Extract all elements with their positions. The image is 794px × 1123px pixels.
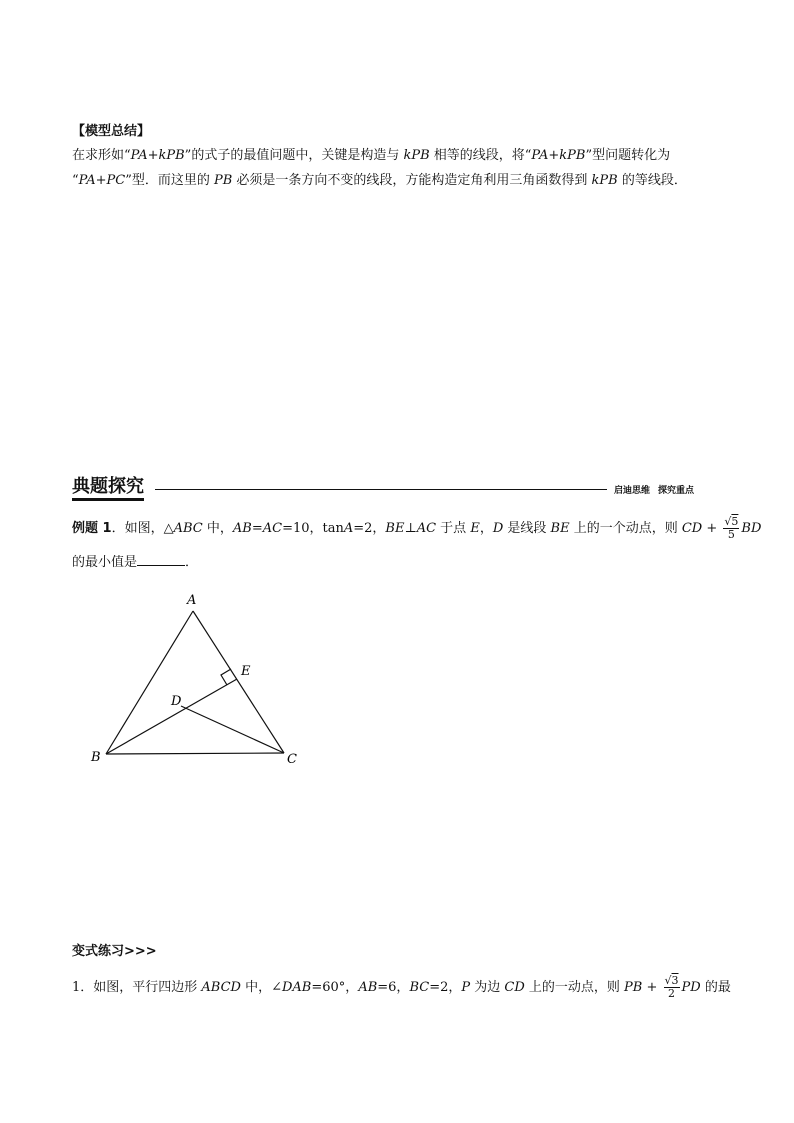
math: BC <box>409 980 430 995</box>
right-angle-mark <box>221 669 231 685</box>
fraction <box>664 975 680 1000</box>
section-title: 典题探究 <box>72 476 144 501</box>
text: =2， <box>429 980 462 995</box>
text: 是线段 <box>503 521 551 536</box>
text: = <box>251 521 263 536</box>
fraction-denominator: 2 <box>668 987 675 1000</box>
text: =60°， <box>311 980 359 995</box>
text: ， <box>479 521 493 536</box>
side-bc <box>106 753 284 754</box>
practice-question-1 <box>72 975 731 1000</box>
math: A <box>343 521 354 536</box>
example-1-question-line-2 <box>72 552 198 573</box>
text: ． <box>185 555 199 570</box>
text: 的最小值是 <box>72 555 138 570</box>
section-divider <box>155 489 607 490</box>
text: 的等线段． <box>617 173 687 188</box>
math: E <box>470 521 480 536</box>
math: D <box>492 521 504 536</box>
practice-heading: 变式练习>>> <box>72 944 157 959</box>
math: CD <box>681 521 703 536</box>
text: 必须是一条方向不变的线段，方能构造定角利用三角函数得到 <box>232 173 592 188</box>
label-b: B <box>91 750 101 765</box>
text: + <box>642 980 662 995</box>
math: PB <box>213 173 233 188</box>
section-tag-1: 启迪思维 <box>614 486 651 496</box>
math: AC <box>416 521 437 536</box>
text: 相等的线段，将“ <box>429 148 532 163</box>
summary-heading: 【模型总结】 <box>72 124 151 139</box>
side-ab <box>106 611 193 754</box>
radicand: 5 <box>731 515 739 528</box>
section-tag-2: 探究重点 <box>658 486 695 496</box>
math: PA+PC <box>78 173 126 188</box>
text: 在求形如“ <box>72 148 131 163</box>
math: BD <box>741 521 762 536</box>
fraction-denominator: 5 <box>727 528 735 541</box>
answer-blank[interactable] <box>137 552 185 566</box>
example-label: 例题 1 <box>72 521 112 536</box>
text: 1．如图，平行四边形 <box>72 980 202 995</box>
math: PD <box>681 980 701 995</box>
summary-line-1 <box>72 146 670 166</box>
segment-be <box>106 679 237 754</box>
text: “ <box>72 173 79 188</box>
label-e: E <box>241 664 251 679</box>
text: =6， <box>377 980 410 995</box>
math: BE <box>385 521 405 536</box>
text: 为边 <box>470 980 505 995</box>
label-a: A <box>187 593 197 608</box>
math: kPB <box>403 148 430 163</box>
text: ”的式子的最值问题中，关键是构造与 <box>184 148 404 163</box>
math: PA+kPB <box>531 148 586 163</box>
text: =10，tan <box>282 521 344 536</box>
text: ”型．而这里的 <box>125 173 214 188</box>
fraction <box>723 516 739 541</box>
math: ABCD <box>201 980 241 995</box>
text: 于点 <box>436 521 471 536</box>
text: ．如图，△ <box>111 521 174 536</box>
math: AB <box>358 980 378 995</box>
fraction-numerator: √5 <box>724 515 739 528</box>
text: 的最 <box>700 980 731 995</box>
label-d: D <box>171 694 182 709</box>
math: CD <box>504 980 525 995</box>
math: DAB <box>282 980 312 995</box>
example-1-question <box>72 516 761 541</box>
math: AB <box>232 521 252 536</box>
math: P <box>461 980 471 995</box>
text: 上的一动点，则 <box>524 980 625 995</box>
summary-line-2 <box>72 171 687 191</box>
radicand: 3 <box>671 974 679 987</box>
text: 中， <box>202 521 233 536</box>
section-tags <box>606 483 694 496</box>
math: AC <box>262 521 283 536</box>
math: PB <box>624 980 643 995</box>
math: ABC <box>173 521 203 536</box>
math: BE <box>550 521 570 536</box>
text: 中，∠ <box>240 980 282 995</box>
text: + <box>702 521 722 536</box>
fraction-numerator: √3 <box>664 974 679 987</box>
text: =2， <box>353 521 386 536</box>
math: PA+kPB <box>130 148 185 163</box>
label-c: C <box>287 752 297 767</box>
text: 上的一个动点，则 <box>569 521 682 536</box>
text: ”型问题转化为 <box>585 148 671 163</box>
triangle-figure <box>80 585 320 775</box>
math: kPB <box>591 173 618 188</box>
text: ⊥ <box>404 521 417 536</box>
